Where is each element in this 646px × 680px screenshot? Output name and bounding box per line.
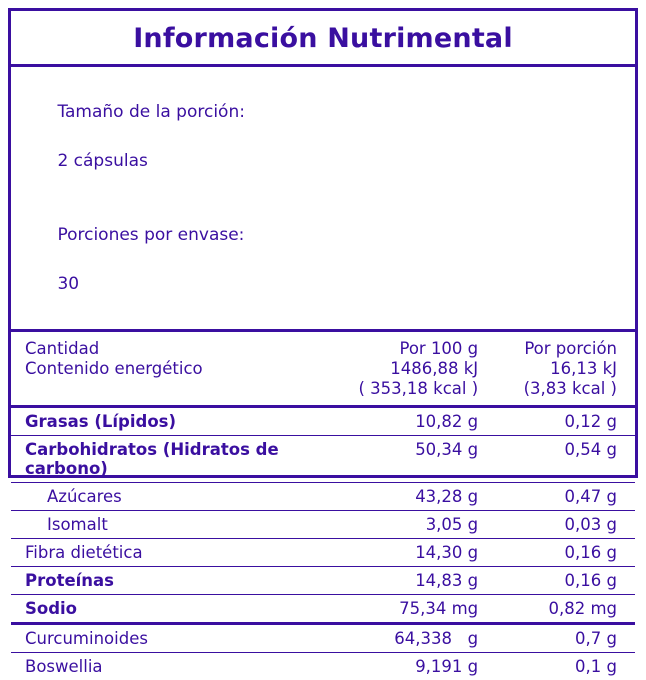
table-row bbox=[11, 436, 635, 483]
row-per-100g: 14,30 g bbox=[358, 539, 504, 567]
servings-per-container-value: 30 bbox=[57, 274, 80, 295]
serving-info bbox=[11, 67, 635, 329]
row-name: Carbohidratos (Hidratos de carbono) bbox=[11, 436, 358, 483]
header-per-100g: Por 100 g bbox=[399, 339, 479, 359]
row-name: Fibra dietética bbox=[11, 539, 358, 567]
row-per-100g: 9,191 g bbox=[358, 653, 504, 680]
row-per-100g: 14,83 g bbox=[358, 567, 504, 595]
nutrition-facts-panel bbox=[8, 8, 638, 677]
row-per-serving: 0,7 g bbox=[504, 624, 635, 653]
table-row bbox=[11, 595, 635, 624]
servings-per-container-label: Porciones por envase: bbox=[57, 224, 245, 245]
row-per-100g: 3,05 g bbox=[358, 511, 504, 539]
energy-kcal-row bbox=[11, 379, 635, 407]
row-per-100g: 64,338 g bbox=[358, 624, 504, 653]
row-name: Isomalt bbox=[11, 511, 358, 539]
row-per-serving: 0,03 g bbox=[504, 511, 635, 539]
header-per-serving: Por porción bbox=[524, 339, 617, 359]
header-amount: Cantidad bbox=[25, 339, 100, 359]
serving-size-value: 2 cápsulas bbox=[57, 150, 148, 171]
serving-size-label: Tamaño de la porción: bbox=[57, 101, 245, 122]
nutrition-table bbox=[11, 332, 635, 680]
row-per-serving: 0,54 g bbox=[504, 436, 635, 483]
row-name: Grasas (Lípidos) bbox=[11, 407, 358, 436]
row-per-100g: 75,34 mg bbox=[358, 595, 504, 624]
row-per-100g: 50,34 g bbox=[358, 436, 504, 483]
row-per-serving: 0,16 g bbox=[504, 567, 635, 595]
row-per-serving: 0,12 g bbox=[504, 407, 635, 436]
row-per-100g: 10,82 g bbox=[358, 407, 504, 436]
table-row bbox=[11, 653, 635, 680]
energy-label: Contenido energético bbox=[25, 359, 203, 379]
row-per-serving: 0,82 mg bbox=[504, 595, 635, 624]
table-header-row bbox=[11, 332, 635, 359]
row-per-serving: 0,1 g bbox=[504, 653, 635, 680]
row-per-100g: 43,28 g bbox=[358, 483, 504, 511]
energy-kcal-serving: (3,83 kcal ) bbox=[523, 379, 617, 399]
energy-kcal-100g: ( 353,18 kcal ) bbox=[358, 379, 479, 399]
table-row bbox=[11, 511, 635, 539]
page-title: Información Nutrimental bbox=[133, 23, 513, 54]
row-per-serving: 0,16 g bbox=[504, 539, 635, 567]
table-row bbox=[11, 539, 635, 567]
energy-kcal-spacer bbox=[11, 379, 358, 407]
serving-size-line bbox=[25, 75, 621, 198]
row-name: Boswellia bbox=[11, 653, 358, 680]
row-name: Curcuminoides bbox=[11, 624, 358, 653]
energy-kj-100g: 1486,88 kJ bbox=[390, 359, 479, 379]
table-row bbox=[11, 407, 635, 436]
row-per-serving: 0,47 g bbox=[504, 483, 635, 511]
row-name: Azúcares bbox=[11, 483, 358, 511]
table-row bbox=[11, 483, 635, 511]
table-row bbox=[11, 567, 635, 595]
servings-per-container-line bbox=[25, 198, 621, 321]
table-row bbox=[11, 624, 635, 653]
row-name: Sodio bbox=[11, 595, 358, 624]
row-name: Proteínas bbox=[11, 567, 358, 595]
energy-row bbox=[11, 359, 635, 379]
energy-kj-serving: 16,13 kJ bbox=[550, 359, 617, 379]
